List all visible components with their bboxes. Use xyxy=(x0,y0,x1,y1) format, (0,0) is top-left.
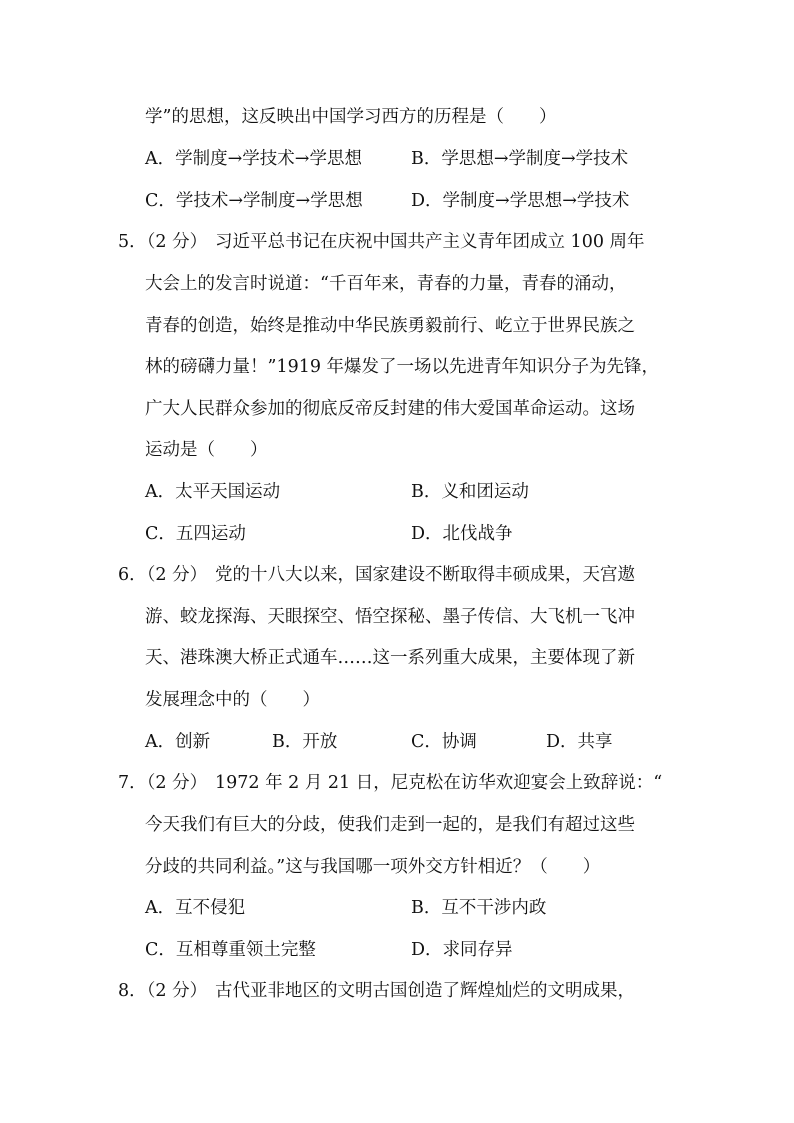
q5-stem-line-5: 广大人民群众参加的彻底反帝反封建的伟大爱国革命运动。这场 xyxy=(145,399,635,419)
q5-option-b: B．义和团运动 xyxy=(411,482,529,502)
q6-option-b: B．开放 xyxy=(272,732,338,752)
q6-option-c: C．协调 xyxy=(411,732,477,752)
q6-stem-line-3: 天、港珠澳大桥正式通车……这一系列重大成果，主要体现了新 xyxy=(145,648,635,668)
q5-number: 5．（2 分） xyxy=(118,232,208,252)
q5-stem-line-1: 习近平总书记在庆祝中国共产主义青年团成立 100 周年 xyxy=(215,232,645,252)
q7-stem-line-1: 1972 年 2 月 21 日，尼克松在访华欢迎宴会上致辞说：“ xyxy=(215,773,663,793)
q7-option-a: A．互不侵犯 xyxy=(145,898,246,918)
q7-option-b: B．互不干涉内政 xyxy=(411,898,547,918)
q6-option-a: A．创新 xyxy=(145,732,211,752)
q5-option-c: C．五四运动 xyxy=(145,524,246,544)
q8-stem-line-1: 古代亚非地区的文明古国创造了辉煌灿烂的文明成果， xyxy=(215,981,635,1001)
q7-stem-line-3: 分歧的共同利益。”这与我国哪一项外交方针相近？（ ） xyxy=(145,857,601,877)
q6-stem-line-4: 发展理念中的（ ） xyxy=(145,690,320,710)
q4-option-c: C．学技术→学制度→学思想 xyxy=(145,191,363,211)
q5-option-d: D．北伐战争 xyxy=(411,524,513,544)
q6-option-d: D．共享 xyxy=(546,732,613,752)
q5-stem-line-6: 运动是（ ） xyxy=(145,440,268,460)
q4-option-d: D．学制度→学思想→学技术 xyxy=(411,191,630,211)
q6-stem-line-1: 党的十八大以来，国家建设不断取得丰硕成果，天宫遨 xyxy=(215,565,635,585)
q7-option-c: C．互相尊重领土完整 xyxy=(145,940,316,960)
q5-stem-line-3: 青春的创造，始终是推动中华民族勇毅前行、屹立于世界民族之 xyxy=(145,316,635,336)
q4-option-a: A．学制度→学技术→学思想 xyxy=(145,149,362,169)
q8-number: 8．（2 分） xyxy=(118,981,208,1001)
q7-option-d: D．求同存异 xyxy=(411,940,513,960)
q7-stem-line-2: 今天我们有巨大的分歧，使我们走到一起的，是我们有超过这些 xyxy=(145,815,635,835)
q6-stem-line-2: 游、蛟龙探海、天眼探空、悟空探秘、墨子传信、大飞机一飞冲 xyxy=(145,607,635,627)
q5-stem-line-4: 林的磅礴力量！”1919 年爆发了一场以先进青年知识分子为先锋， xyxy=(145,357,660,377)
q7-number: 7．（2 分） xyxy=(118,773,208,793)
q4-stem-tail: 学”的思想，这反映出中国学习西方的历程是（ ） xyxy=(145,107,557,127)
q5-option-a: A．太平天国运动 xyxy=(145,482,281,502)
q4-option-b: B．学思想→学制度→学技术 xyxy=(411,149,629,169)
q5-stem-line-2: 大会上的发言时说道：“千百年来，青春的力量，青春的涌动， xyxy=(145,274,627,294)
q6-number: 6．（2 分） xyxy=(118,565,208,585)
